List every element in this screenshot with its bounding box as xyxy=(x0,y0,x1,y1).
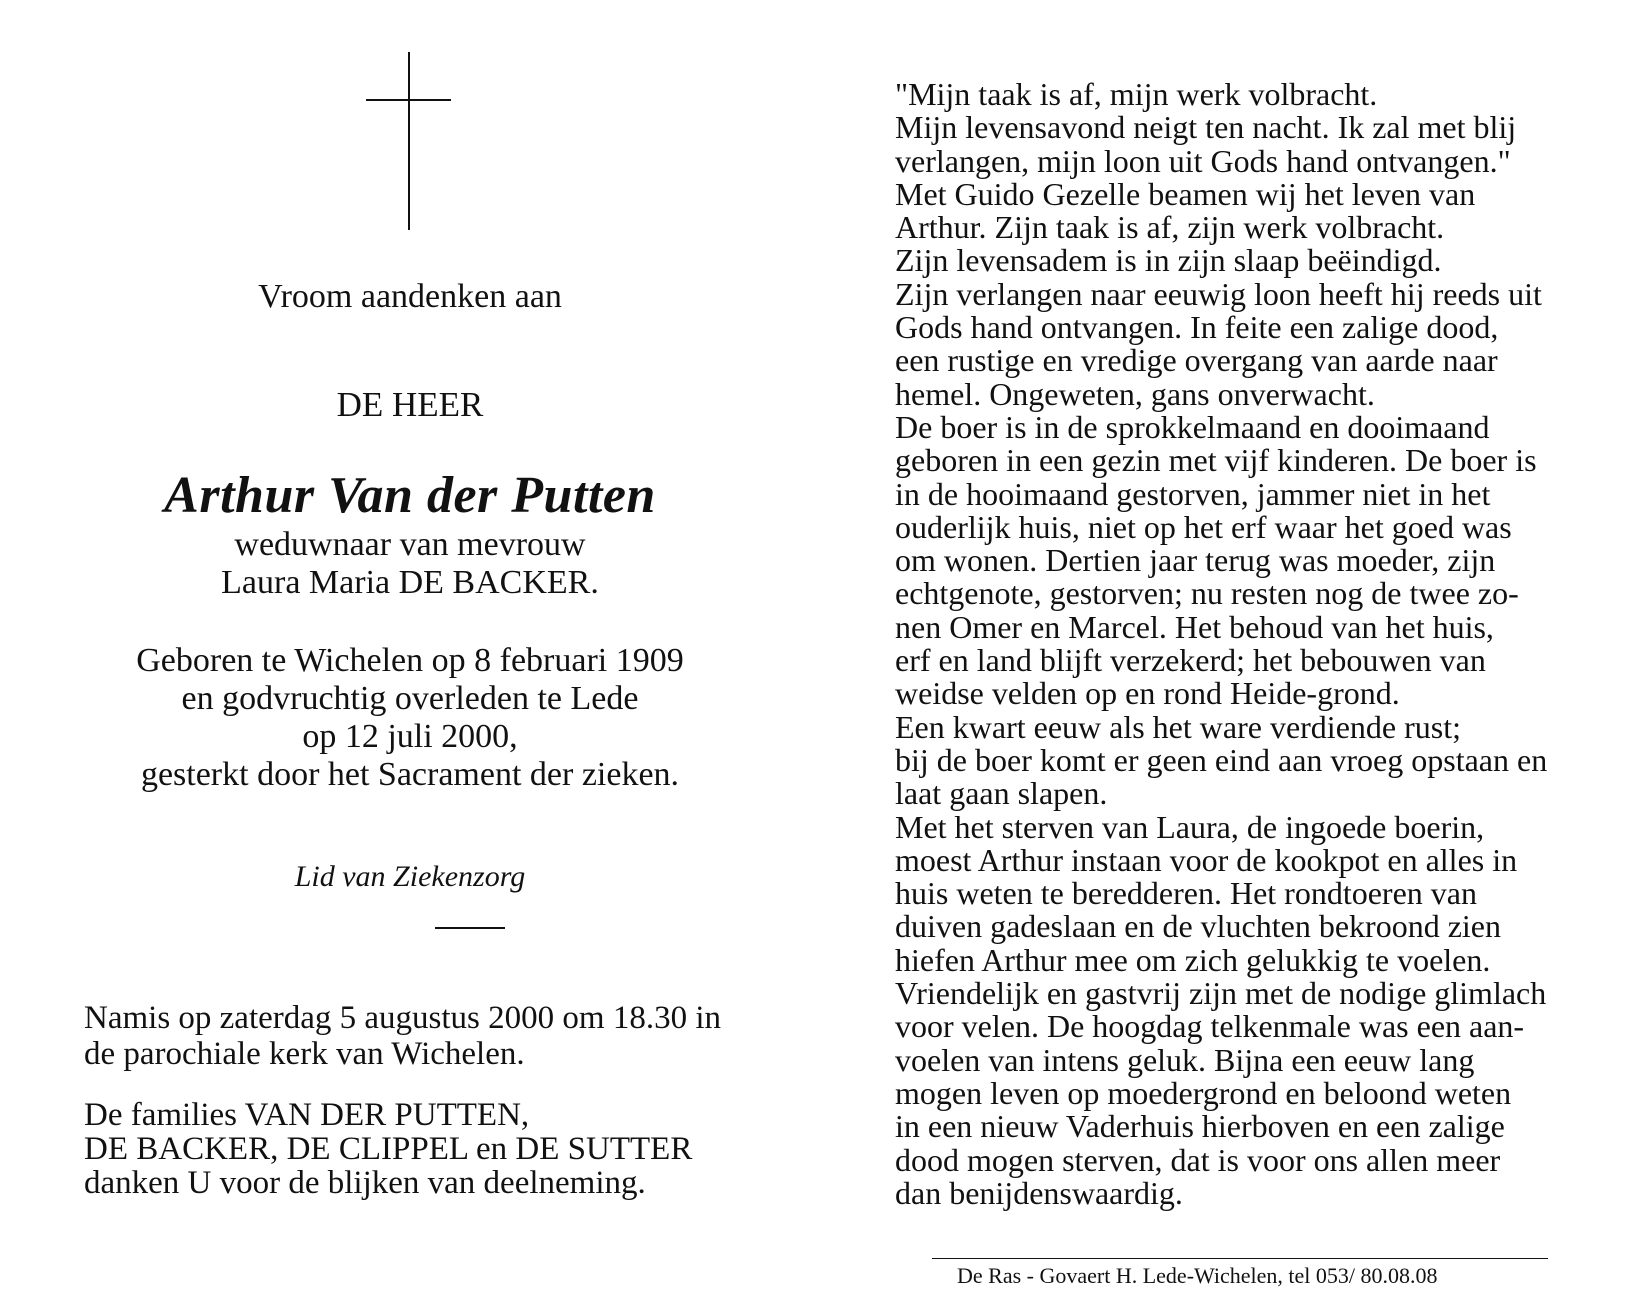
footer-divider xyxy=(932,1258,1548,1259)
poem-line: bij de boer komt er geen eind aan vroeg opstaan en xyxy=(895,741,1548,778)
service-line: Namis op zaterdag 5 augustus 2000 om 18.30 in xyxy=(84,1000,721,1036)
poem-line: Arthur. Zijn taak is af, zijn werk volbracht. xyxy=(895,209,1445,246)
poem-line: huis weten te beredderen. Het rondtoeren van xyxy=(895,875,1477,912)
printer-credit: De Ras - Govaert H. Lede-Wichelen, tel 053/ 80.08.08 xyxy=(957,1263,1438,1288)
poem-line: weidse velden op en rond Heide-grond. xyxy=(895,675,1400,712)
poem-line: Met het sterven van Laura, de ingoede boerin, xyxy=(895,808,1485,845)
poem-line: hemel. Ongeweten, gans onverwacht. xyxy=(895,375,1375,412)
widower-block xyxy=(60,526,760,602)
family-line: danken U voor de blijken van deelneming. xyxy=(84,1165,646,1201)
poem-line: om wonen. Dertien jaar terug was moeder, zijn xyxy=(895,542,1496,579)
deceased-name: Arthur Van der Putten xyxy=(164,467,656,524)
poem-line: verlangen, mijn loon uit Gods hand ontvangen." xyxy=(895,142,1511,179)
widower-line: weduwnaar van mevrouw xyxy=(234,526,586,563)
poem-line: Een kwart eeuw als het ware verdiende rust; xyxy=(895,708,1461,745)
poem-line: dan benijdenswaardig. xyxy=(895,1174,1183,1211)
poem-line: erf en land blijft verzekerd; het bebouwen van xyxy=(895,642,1486,679)
memory-heading: Vroom aandenken aan xyxy=(258,278,562,315)
honorific-title: DE HEER xyxy=(336,385,484,424)
poem-line: voor velen. De hoogdag telkenmale was een aan- xyxy=(895,1008,1525,1045)
birth-death-line: gesterkt door het Sacrament der zieken. xyxy=(140,756,680,793)
birth-death-line: en godvruchtig overleden te Lede xyxy=(181,680,639,717)
poem-line: Zijn levensadem is in zijn slaap beëindigd. xyxy=(895,242,1442,279)
service-block xyxy=(84,1000,774,1072)
poem-line: Zijn verlangen naar eeuwig loon heeft hij reeds uit xyxy=(895,275,1542,312)
poem-line: nen Omer en Marcel. Het behoud van het huis, xyxy=(895,608,1494,645)
divider xyxy=(435,927,505,929)
poem-line: ouderlijk huis, niet op het erf waar het goed was xyxy=(895,508,1512,545)
poem-line: echtgenote, gestorven; nu resten nog de twee zo- xyxy=(895,575,1519,612)
poem-line: De boer is in de sprokkelmaand en dooimaand xyxy=(895,408,1490,445)
birth-death-line: Geboren te Wichelen op 8 februari 1909 xyxy=(136,642,684,679)
poem-line: mogen leven op moedergrond en beloond weten xyxy=(895,1074,1512,1111)
poem-line: Gods hand ontvangen. In feite een zalige dood, xyxy=(895,309,1499,346)
cross-horizontal-bar xyxy=(366,99,451,101)
birth-death-line: op 12 juli 2000, xyxy=(302,718,518,755)
poem-line: in een nieuw Vaderhuis hierboven en een zalige xyxy=(895,1108,1505,1145)
poem-line: Mijn levensavond neigt ten nacht. Ik zal met blij xyxy=(895,109,1517,146)
poem-text xyxy=(895,78,1615,1210)
poem-line: geboren in een gezin met vijf kinderen. De boer is xyxy=(895,442,1537,479)
poem-line: dood mogen sterven, dat is voor ons allen meer xyxy=(895,1141,1501,1178)
poem-line: "Mijn taak is af, mijn werk volbracht. xyxy=(895,76,1378,112)
poem-line: voelen van intens geluk. Bijna een eeuw lang xyxy=(895,1041,1475,1078)
family-line: DE BACKER, DE CLIPPEL en DE SUTTER xyxy=(84,1131,693,1167)
poem-line: in de hooimaand gestorven, jammer niet in het xyxy=(895,475,1491,512)
service-line: de parochiale kerk van Wichelen. xyxy=(84,1036,525,1072)
cross-vertical-bar xyxy=(408,52,410,230)
birth-death-block xyxy=(60,642,760,794)
poem-line: Met Guido Gezelle beamen wij het leven van xyxy=(895,175,1476,212)
poem-line: moest Arthur instaan voor de kookpot en alles in xyxy=(895,841,1518,878)
families-block xyxy=(84,1098,774,1200)
membership-note: Lid van Ziekenzorg xyxy=(294,860,526,893)
poem-line: Vriendelijk en gastvrij zijn met de nodige glimlach xyxy=(895,975,1547,1012)
poem-line: laat gaan slapen. xyxy=(895,775,1108,812)
family-line: De families VAN DER PUTTEN, xyxy=(84,1097,530,1133)
widower-line: Laura Maria DE BACKER. xyxy=(221,564,599,601)
poem-line: hiefen Arthur mee om zich gelukkig te voelen. xyxy=(895,941,1491,978)
poem-line: een rustige en vredige overgang van aarde naar xyxy=(895,342,1498,379)
poem-line: duiven gadeslaan en de vluchten bekroond zien xyxy=(895,908,1501,945)
